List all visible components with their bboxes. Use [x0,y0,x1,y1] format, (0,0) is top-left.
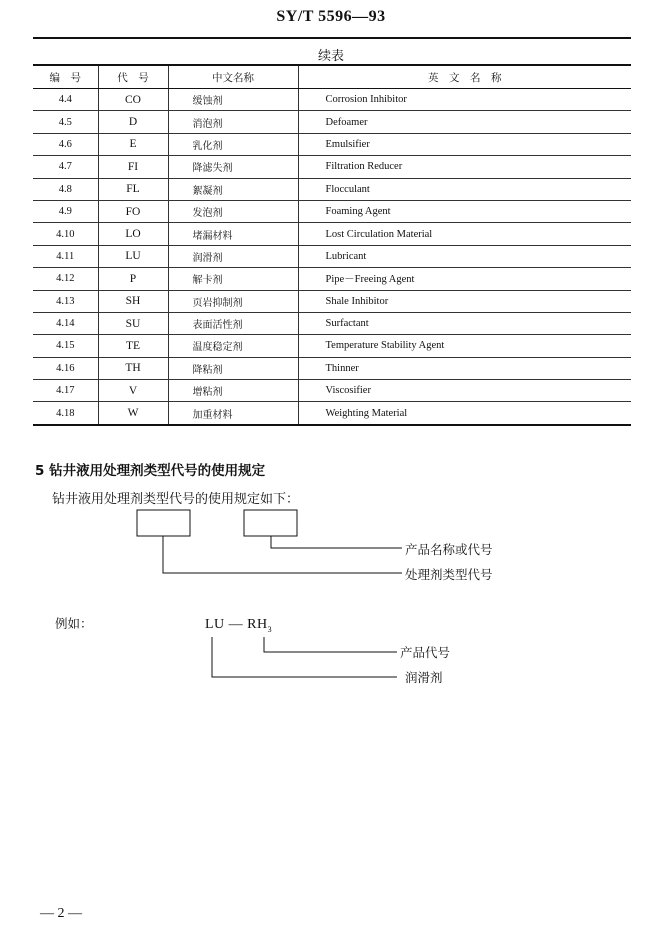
product-leader-line [271,536,402,548]
section-heading: 5 钻井液用处理剂类型代号的使用规定 [35,463,266,479]
cell-code: V [98,380,168,402]
cell-number: 4.10 [33,223,98,245]
cell-number: 4.6 [33,133,98,155]
cell-english-name: Defoamer [298,111,631,133]
treatment-agent-type-code-label: 处理剂类型代号 [405,567,493,582]
cell-code: FI [98,156,168,178]
product-name-or-code-label: 产品名称或代号 [405,542,493,557]
example-label: 例如： [55,616,93,631]
cell-chinese-name: 降滤失剂 [168,156,298,178]
cell-english-name: Thinner [298,357,631,379]
cell-chinese-name: 温度稳定剂 [168,335,298,357]
cell-number: 4.18 [33,402,98,425]
section-intro: 钻井液用处理剂类型代号的使用规定如下： [52,492,300,507]
example-code [205,617,272,634]
cell-code: W [98,402,168,425]
cell-code: SU [98,312,168,334]
cell-number: 4.14 [33,312,98,334]
cell-chinese-name: 表面活性剂 [168,312,298,334]
cell-number: 4.13 [33,290,98,312]
cell-code: FL [98,178,168,200]
cell-chinese-name: 加重材料 [168,402,298,425]
cell-number: 4.9 [33,200,98,222]
cell-english-name: Emulsifier [298,133,631,155]
standard-code-header: SY/T 5596—93 [276,8,386,25]
cell-number: 4.17 [33,380,98,402]
column-header-english-name: 英 文 名 称 [298,65,631,89]
cell-chinese-name: 增粘剂 [168,380,298,402]
product-code-box [244,510,297,536]
cell-english-name: Lubricant [298,245,631,267]
example-type-leader-line [212,637,397,677]
cell-english-name: Weighting Material [298,402,631,425]
cell-number: 4.4 [33,89,98,111]
cell-code: P [98,268,168,290]
cell-english-name: Filtration Reducer [298,156,631,178]
cell-number: 4.5 [33,111,98,133]
type-code-box [137,510,190,536]
page-number: — 2 — [40,906,82,921]
cell-number: 4.11 [33,245,98,267]
cell-english-name: Temperature Stability Agent [298,335,631,357]
cell-code: SH [98,290,168,312]
cell-number: 4.12 [33,268,98,290]
cell-english-name: Pipe－Freeing Agent [298,268,631,290]
cell-number: 4.16 [33,357,98,379]
column-header-chinese-name: 中文名称 [168,65,298,89]
cell-chinese-name: 乳化剂 [168,133,298,155]
type-leader-line [163,536,402,573]
cell-english-name: Lost Circulation Material [298,223,631,245]
cell-code: CO [98,89,168,111]
cell-code: TH [98,357,168,379]
cell-chinese-name: 降粘剂 [168,357,298,379]
cell-code: LU [98,245,168,267]
table-caption: 续表 [317,49,344,64]
cell-chinese-name: 絮凝剂 [168,178,298,200]
cell-number: 4.8 [33,178,98,200]
example-code-main: LU — RH [205,617,268,632]
cell-english-name: Surfactant [298,312,631,334]
column-header-number: 编 号 [33,65,98,89]
example-code-subscript: 3 [267,624,273,634]
cell-chinese-name: 堵漏材料 [168,223,298,245]
example-product-leader-line [264,637,397,652]
cell-english-name: Viscosifier [298,380,631,402]
cell-english-name: Flocculant [298,178,631,200]
cell-code: LO [98,223,168,245]
cell-english-name: Shale Inhibitor [298,290,631,312]
cell-chinese-name: 缓蚀剂 [168,89,298,111]
cell-number: 4.7 [33,156,98,178]
cell-number: 4.15 [33,335,98,357]
example-lubricant-label: 润滑剂 [405,670,443,685]
example-product-code-label: 产品代号 [400,645,451,660]
cell-code: TE [98,335,168,357]
cell-chinese-name: 消泡剂 [168,111,298,133]
cell-chinese-name: 润滑剂 [168,245,298,267]
cell-code: D [98,111,168,133]
cell-english-name: Foaming Agent [298,200,631,222]
cell-code: FO [98,200,168,222]
cell-english-name: Corrosion Inhibitor [298,89,631,111]
cell-code: E [98,133,168,155]
cell-chinese-name: 解卡剂 [168,268,298,290]
cell-chinese-name: 发泡剂 [168,200,298,222]
cell-chinese-name: 页岩抑制剂 [168,290,298,312]
column-header-code: 代 号 [98,65,168,89]
